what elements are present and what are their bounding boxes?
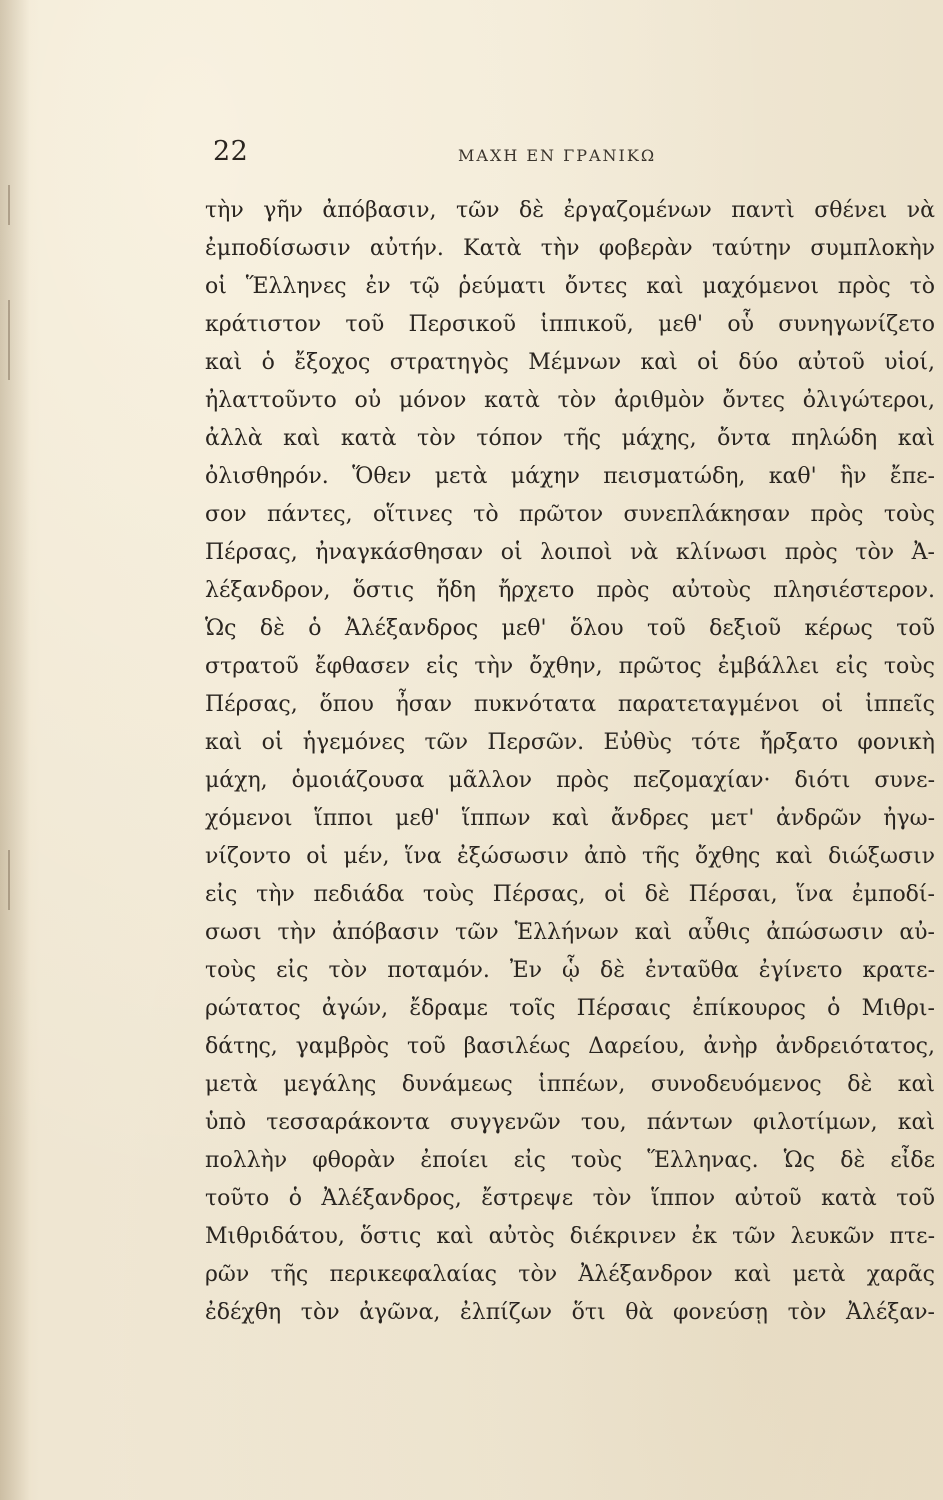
text-line: ἐμποδίσωσιν αὐτήν. Κατὰ τὴν φοβερὰν ταύτην συμπλοκὴν (205, 236, 935, 261)
binding-mark (8, 185, 10, 225)
text-line: τοὺς εἰς τὸν ποταμόν. Ἐν ᾧ δὲ ἐνταῦθα ἐγίνετο κρατε- (205, 958, 935, 983)
text-line: καὶ οἱ ἡγεμόνες τῶν Περσῶν. Εὐθὺς τότε ἤρξατο φονικὴ (205, 730, 935, 755)
text-line: ὑπὸ τεσσαράκοντα συγγενῶν του, πάντων φιλοτίμων, καὶ (205, 1110, 935, 1135)
text-line: πολλὴν φθορὰν ἐποίει εἰς τοὺς Ἕλληνας. Ὡς δὲ εἶδε (205, 1148, 935, 1173)
text-line: ρώτατος ἀγών, ἔδραμε τοῖς Πέρσαις ἐπίκουρος ὁ Μιθρι- (205, 996, 935, 1021)
body-text (205, 192, 935, 1332)
text-line: σον πάντες, οἵτινες τὸ πρῶτον συνεπλάκησαν πρὸς τοὺς (205, 502, 935, 527)
text-line: Ὡς δὲ ὁ Ἀλέξανδρος μεθ' ὅλου τοῦ δεξιοῦ κέρως τοῦ (205, 616, 935, 641)
text-line: καὶ ὁ ἔξοχος στρατηγὸς Μέμνων καὶ οἱ δύο αὐτοῦ υἱοί, (205, 350, 935, 375)
page-header (213, 136, 943, 176)
running-title: ΜΑΧΗ ΕΝ ΓΡΑΝΙΚΩ (458, 146, 657, 165)
text-line: κράτιστον τοῦ Περσικοῦ ἱππικοῦ, μεθ' οὗ συνηγωνίζετο (205, 312, 935, 337)
page-number: 22 (213, 136, 249, 167)
text-line: στρατοῦ ἔφθασεν εἰς τὴν ὄχθην, πρῶτος ἐμβάλλει εἰς τοὺς (205, 654, 935, 679)
text-line: νίζοντο οἱ μέν, ἵνα ἐξώσωσιν ἀπὸ τῆς ὄχθης καὶ διώξωσιν (205, 844, 935, 869)
text-line: Μιθριδάτου, ὅστις καὶ αὐτὸς διέκρινεν ἐκ τῶν λευκῶν πτε- (205, 1224, 935, 1249)
text-line: χόμενοι ἵπποι μεθ' ἵππων καὶ ἄνδρες μετ' ἀνδρῶν ἠγω- (205, 806, 935, 831)
text-line: τὴν γῆν ἀπόβασιν, τῶν δὲ ἐργαζομένων παντὶ σθένει νὰ (205, 198, 935, 223)
text-line: Πέρσας, ἠναγκάσθησαν οἱ λοιποὶ νὰ κλίνωσι πρὸς τὸν Ἀ- (205, 540, 935, 565)
text-line: μετὰ μεγάλης δυνάμεως ἱππέων, συνοδευόμενος δὲ καὶ (205, 1072, 935, 1097)
text-line: τοῦτο ὁ Ἀλέξανδρος, ἔστρεψε τὸν ἵππον αὐτοῦ κατὰ τοῦ (205, 1186, 935, 1211)
text-line: ἐδέχθη τὸν ἀγῶνα, ἐλπίζων ὅτι θὰ φονεύσῃ τὸν Ἀλέξαν- (205, 1300, 935, 1325)
binding-mark (8, 850, 10, 910)
binding-shadow (0, 0, 30, 1500)
text-line: σωσι τὴν ἀπόβασιν τῶν Ἑλλήνων καὶ αὖθις ἀπώσωσιν αὐ- (205, 920, 935, 945)
text-line: μάχη, ὁμοιάζουσα μᾶλλον πρὸς πεζομαχίαν· διότι συνε- (205, 768, 935, 793)
text-line: ὀλισθηρόν. Ὅθεν μετὰ μάχην πεισματώδη, καθ' ἣν ἔπε- (205, 464, 935, 489)
text-line: ἀλλὰ καὶ κατὰ τὸν τόπον τῆς μάχης, ὄντα πηλώδη καὶ (205, 426, 935, 451)
text-line: εἰς τὴν πεδιάδα τοὺς Πέρσας, οἱ δὲ Πέρσαι, ἵνα ἐμποδί- (205, 882, 935, 907)
text-line: λέξανδρον, ὅστις ἤδη ἤρχετο πρὸς αὐτοὺς πλησιέστερον. (205, 578, 935, 603)
text-line: οἱ Ἕλληνες ἐν τῷ ῥεύματι ὄντες καὶ μαχόμενοι πρὸς τὸ (205, 274, 935, 299)
text-line: Πέρσας, ὅπου ἦσαν πυκνότατα παρατεταγμένοι οἱ ἱππεῖς (205, 692, 935, 717)
text-line: ρῶν τῆς περικεφαλαίας τὸν Ἀλέξανδρον καὶ μετὰ χαρᾶς (205, 1262, 935, 1287)
text-line: ἠλαττοῦντο οὐ μόνον κατὰ τὸν ἀριθμὸν ὄντες ὀλιγώτεροι, (205, 388, 935, 413)
binding-mark (8, 300, 10, 380)
text-line: δάτης, γαμβρὸς τοῦ βασιλέως Δαρείου, ἀνὴρ ἀνδρειότατος, (205, 1034, 935, 1059)
